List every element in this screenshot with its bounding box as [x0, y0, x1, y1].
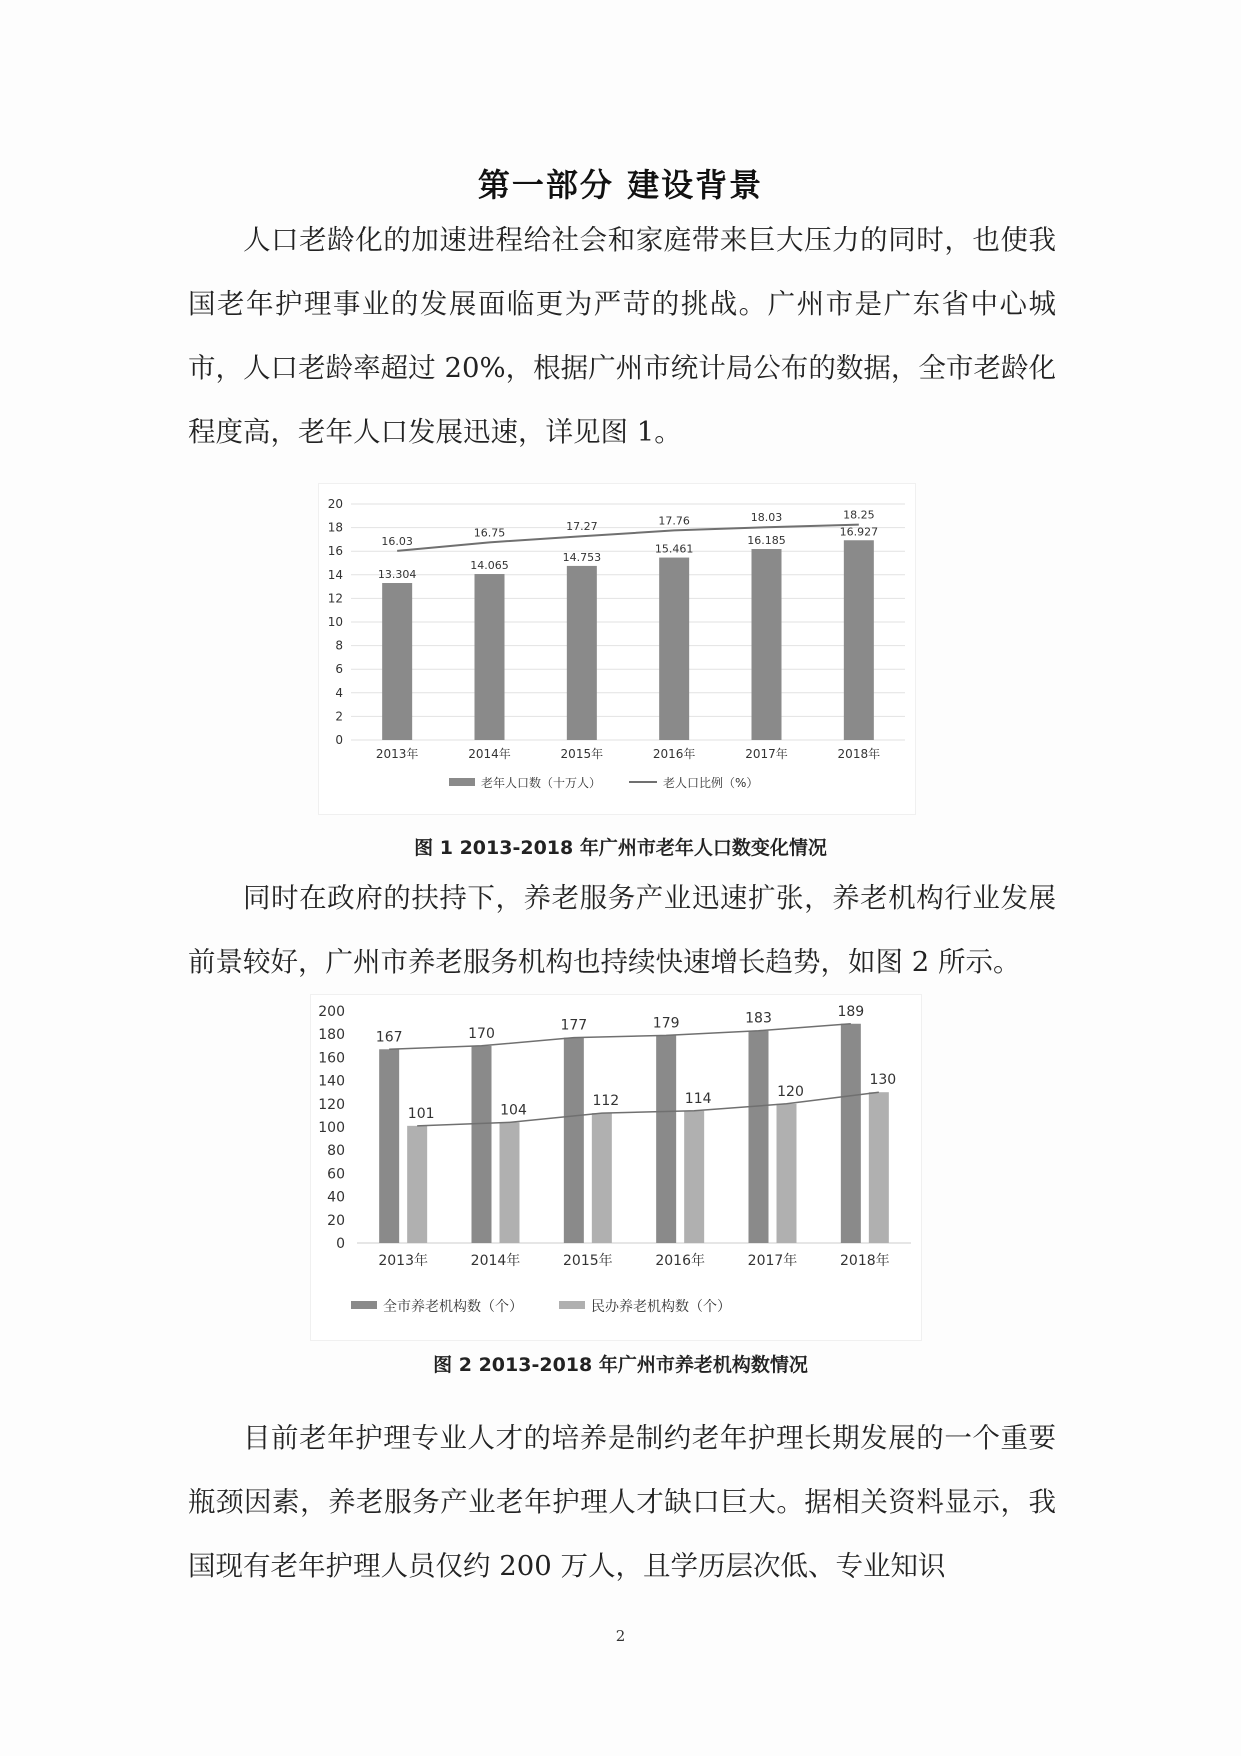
paragraph-2: 同时在政府的扶持下，养老服务产业迅速扩张，养老机构行业发展前景较好，广州市养老服务机构也持续快速增长趋势，如图 2 所示。: [188, 882, 1056, 978]
x-tick-label: 2018年: [840, 1253, 890, 1269]
bar-total-institutions: [472, 1046, 492, 1243]
y-tick-label: 8: [335, 638, 343, 653]
bar-private-institutions: [684, 1111, 704, 1243]
line-data-label: 18.25: [843, 508, 875, 522]
line-data-label: 16.75: [473, 526, 506, 540]
bar-data-label: 16.185: [747, 534, 786, 548]
section-heading: 第一部分 建设背景: [477, 166, 764, 204]
bar-data-label: 167: [375, 1029, 403, 1046]
figure-2-caption: 图 2 2013-2018 年广州市养老机构数情况: [433, 1354, 808, 1376]
x-tick-label: 2018年: [837, 747, 881, 761]
x-tick-label: 2015年: [560, 747, 604, 761]
bar-data-label: 14.065: [470, 559, 509, 573]
bar-total-institutions: [749, 1031, 769, 1243]
y-tick-label: 40: [327, 1189, 345, 1206]
x-tick-label: 2013年: [378, 1253, 428, 1269]
y-tick-label: 16: [327, 544, 343, 559]
y-tick-label: 14: [327, 567, 343, 582]
y-tick-label: 0: [336, 1236, 345, 1252]
bar-private-institutions: [869, 1092, 889, 1243]
bar-total-institutions: [564, 1038, 584, 1243]
bar-data-label: 170: [468, 1025, 495, 1042]
paragraph-3: 目前老年护理专业人才的培养是制约老年护理长期发展的一个重要瓶颈因素，养老服务产业老年护理人才缺口巨大。据相关资料显示，我国现有老年护理人员仅约 200 万人，且学历层次低、专业知识: [188, 1422, 1056, 1582]
legend-label-line: 老人口比例（%）: [663, 776, 759, 790]
bar-elderly-population: [844, 540, 874, 740]
y-tick-label: 10: [327, 615, 343, 629]
x-tick-label: 2016年: [652, 747, 696, 761]
bar-elderly-population: [382, 583, 412, 740]
bar-private-institutions: [777, 1104, 797, 1243]
line-elderly-ratio: [397, 525, 859, 551]
figure-1-caption: 图 1 2013-2018 年广州市老年人口数变化情况: [414, 837, 827, 859]
figure-2-chart: [310, 994, 922, 1341]
bar-data-label: 15.461: [654, 542, 694, 556]
line-data-label: 18.03: [750, 511, 783, 525]
bar-data-label: 189: [837, 1003, 865, 1020]
bar-private-institutions: [592, 1113, 612, 1243]
legend-label-bar: 老年人口数（十万人）: [481, 776, 602, 790]
bar-data-label: 13.304: [377, 568, 417, 582]
line-data-label: 17.27: [566, 520, 598, 534]
bar-total-institutions: [379, 1049, 399, 1243]
y-tick-label: 0: [335, 733, 343, 747]
x-tick-label: 2014年: [470, 1253, 521, 1269]
y-tick-label: 160: [318, 1050, 345, 1067]
legend-swatch-bar: [449, 778, 475, 786]
x-tick-label: 2017年: [745, 747, 788, 761]
y-tick-label: 180: [318, 1027, 345, 1044]
y-tick-label: 140: [318, 1073, 345, 1090]
bar-data-label: 183: [745, 1010, 772, 1027]
trendline-total: [389, 1024, 851, 1050]
legend-swatch-private: [559, 1301, 585, 1309]
y-tick-label: 6: [335, 662, 343, 677]
y-tick-label: 80: [327, 1143, 345, 1160]
x-tick-label: 2017年: [747, 1253, 798, 1269]
bar-data-label: 120: [777, 1083, 804, 1100]
y-tick-label: 20: [327, 497, 343, 511]
figure-2-svg: [311, 995, 921, 1340]
bar-total-institutions: [656, 1035, 676, 1243]
bar-data-label: 179: [652, 1015, 680, 1032]
bar-elderly-population: [567, 566, 597, 740]
line-data-label: 17.76: [658, 514, 690, 528]
x-tick-label: 2013年: [375, 747, 419, 761]
legend-swatch-total: [351, 1301, 377, 1309]
bar-data-label: 16.927: [839, 525, 879, 539]
bar-data-label: 104: [500, 1102, 527, 1119]
bar-elderly-population: [659, 558, 689, 740]
figure-1-svg: [319, 484, 915, 814]
paragraph-1: 人口老龄化的加速进程给社会和家庭带来巨大压力的同时，也使我国老年护理事业的发展面临更为严苛的挑战。广州市是广东省中心城市，人口老龄率超过 20%，根据广州市统计局公布的数据，全市老龄化程度高，老年人口发展迅速，详见图 1。: [188, 224, 1056, 448]
figure-1-chart: [318, 483, 916, 815]
y-tick-label: 4: [335, 685, 343, 700]
y-tick-label: 120: [318, 1096, 345, 1113]
bar-data-label: 177: [560, 1017, 588, 1034]
legend-label-total: 全市养老机构数（个）: [383, 1299, 523, 1315]
y-tick-label: 200: [318, 1004, 345, 1020]
y-tick-label: 18: [327, 520, 343, 535]
x-tick-label: 2016年: [655, 1253, 705, 1269]
bar-elderly-population: [475, 574, 505, 740]
page-number: 2: [615, 1627, 626, 1645]
y-tick-label: 100: [318, 1120, 345, 1136]
bar-private-institutions: [407, 1126, 427, 1243]
bar-data-label: 14.753: [562, 550, 602, 564]
bar-total-institutions: [841, 1024, 861, 1243]
y-tick-label: 12: [327, 591, 343, 606]
bar-data-label: 130: [869, 1072, 897, 1089]
bar-data-label: 114: [684, 1090, 712, 1107]
y-tick-label: 60: [327, 1166, 345, 1183]
x-tick-label: 2015年: [563, 1253, 613, 1269]
y-tick-label: 20: [327, 1212, 345, 1229]
bar-data-label: 101: [407, 1105, 435, 1122]
legend-label-private: 民办养老机构数（个）: [591, 1299, 731, 1315]
x-tick-label: 2014年: [468, 747, 511, 761]
y-tick-label: 2: [335, 709, 343, 724]
bar-elderly-population: [752, 549, 782, 740]
bar-data-label: 112: [592, 1093, 620, 1110]
bar-private-institutions: [500, 1122, 520, 1243]
line-data-label: 16.03: [381, 534, 413, 548]
